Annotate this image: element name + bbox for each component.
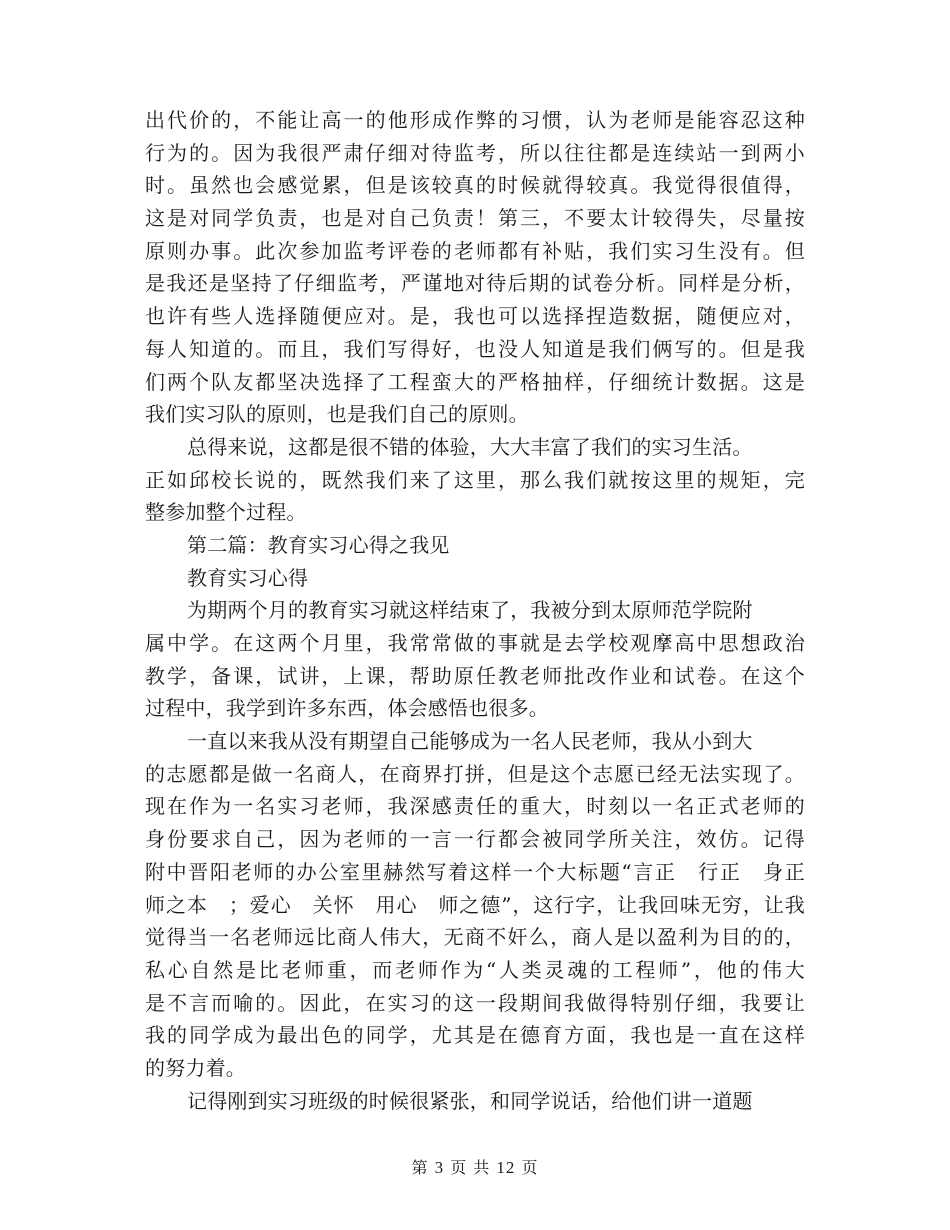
text-line: 每人知道的。而且，我们写得好，也没人知道是我们俩写的。但是我: [145, 336, 805, 361]
text-line: 附中晋阳老师的办公室里赫然写着这样一个大标题“言正 行正 身正: [145, 859, 805, 884]
text-line: 们两个队友都坚决选择了工程蛮大的严格抽样，仔细统计数据。这是: [145, 369, 805, 394]
page-footer: [0, 1155, 950, 1178]
text-line: 出代价的，不能让高一的他形成作弊的习惯，认为老师是能容忍这种: [145, 108, 805, 132]
text-line: 觉得当一名老师远比商人伟大，无商不奸么，商人是以盈利为目的的，: [145, 925, 805, 950]
text-line: 原则办事。此次参加监考评卷的老师都有补贴，我们实习生没有。但: [145, 238, 805, 263]
text-line: 教学，备课，试讲，上课，帮助原任教老师批改作业和试卷。在这个: [145, 663, 805, 688]
subsection-heading: 教育实习心得: [187, 565, 309, 590]
text-line: 私心自然是比老师重，而老师作为“人类灵魂的工程师”，他的伟大: [145, 957, 805, 982]
text-line: 正如邱校长说的，既然我们来了这里，那么我们就按这里的规矩，完: [145, 467, 805, 492]
paragraph-first-line: 记得刚到实习班级的时候很紧张，和同学说话，给他们讲一道题: [187, 1088, 753, 1113]
footer-middle: 页 共: [450, 1158, 491, 1177]
footer-prefix: 第: [411, 1158, 429, 1177]
text-line: 这是对同学负责，也是对自己负责！第三，不要太计较得失，尽量按: [145, 206, 805, 231]
text-line: 我们实习队的原则，也是我们自己的原则。: [145, 402, 529, 427]
footer-page-number: 3: [434, 1158, 445, 1177]
text-line: 的努力着。: [145, 1055, 246, 1080]
text-line: 行为的。因为我很严肃仔细对待监考，所以往往都是连续站一到两小: [145, 140, 805, 165]
footer-total-pages: 12: [496, 1158, 516, 1177]
text-line: 是我还是坚持了仔细监考，严谨地对待后期的试卷分析。同样是分析，: [145, 271, 805, 296]
text-line: 的志愿都是做一名商人，在商界打拼，但是这个志愿已经无法实现了。: [145, 761, 805, 786]
text-line: 整参加整个过程。: [145, 500, 307, 525]
text-line: 过程中，我学到许多东西，体会感悟也很多。: [145, 696, 549, 721]
document-body: [145, 104, 805, 1117]
text-line: 我的同学成为最出色的同学，尤其是在德育方面，我也是一直在这样: [145, 1023, 805, 1048]
text-line: 是不言而喻的。因此，在实习的这一段期间我做得特别仔细，我要让: [145, 990, 805, 1015]
text-line: 也许有些人选择随便应对。是，我也可以选择捏造数据，随便应对，: [145, 304, 805, 329]
paragraph-first-line: 一直以来我从没有期望自己能够成为一名人民老师，我从小到大: [187, 729, 753, 754]
text-line: 身份要求自己，因为老师的一言一行都会被同学所关注，效仿。记得: [145, 827, 805, 852]
section-heading: 第二篇：教育实习心得之我见: [187, 532, 450, 557]
footer-suffix: 页: [521, 1158, 539, 1177]
text-line: 师之本 ；爱心 关怀 用心 师之德”，这行字，让我回味无穷，让我: [145, 892, 805, 917]
text-line: 属中学。在这两个月里，我常常做的事就是去学校观摩高中思想政治: [145, 631, 805, 655]
paragraph-first-line: 总得来说，这都是很不错的体验，大大丰富了我们的实习生活。: [187, 434, 753, 459]
text-line: 现在作为一名实习老师，我深感责任的重大，时刻以一名正式老师的: [145, 794, 805, 819]
paragraph-first-line: 为期两个月的教育实习就这样结束了，我被分到太原师范学院附: [187, 598, 753, 623]
text-line: 时。虽然也会感觉累，但是该较真的时候就得较真。我觉得很值得，: [145, 173, 805, 198]
